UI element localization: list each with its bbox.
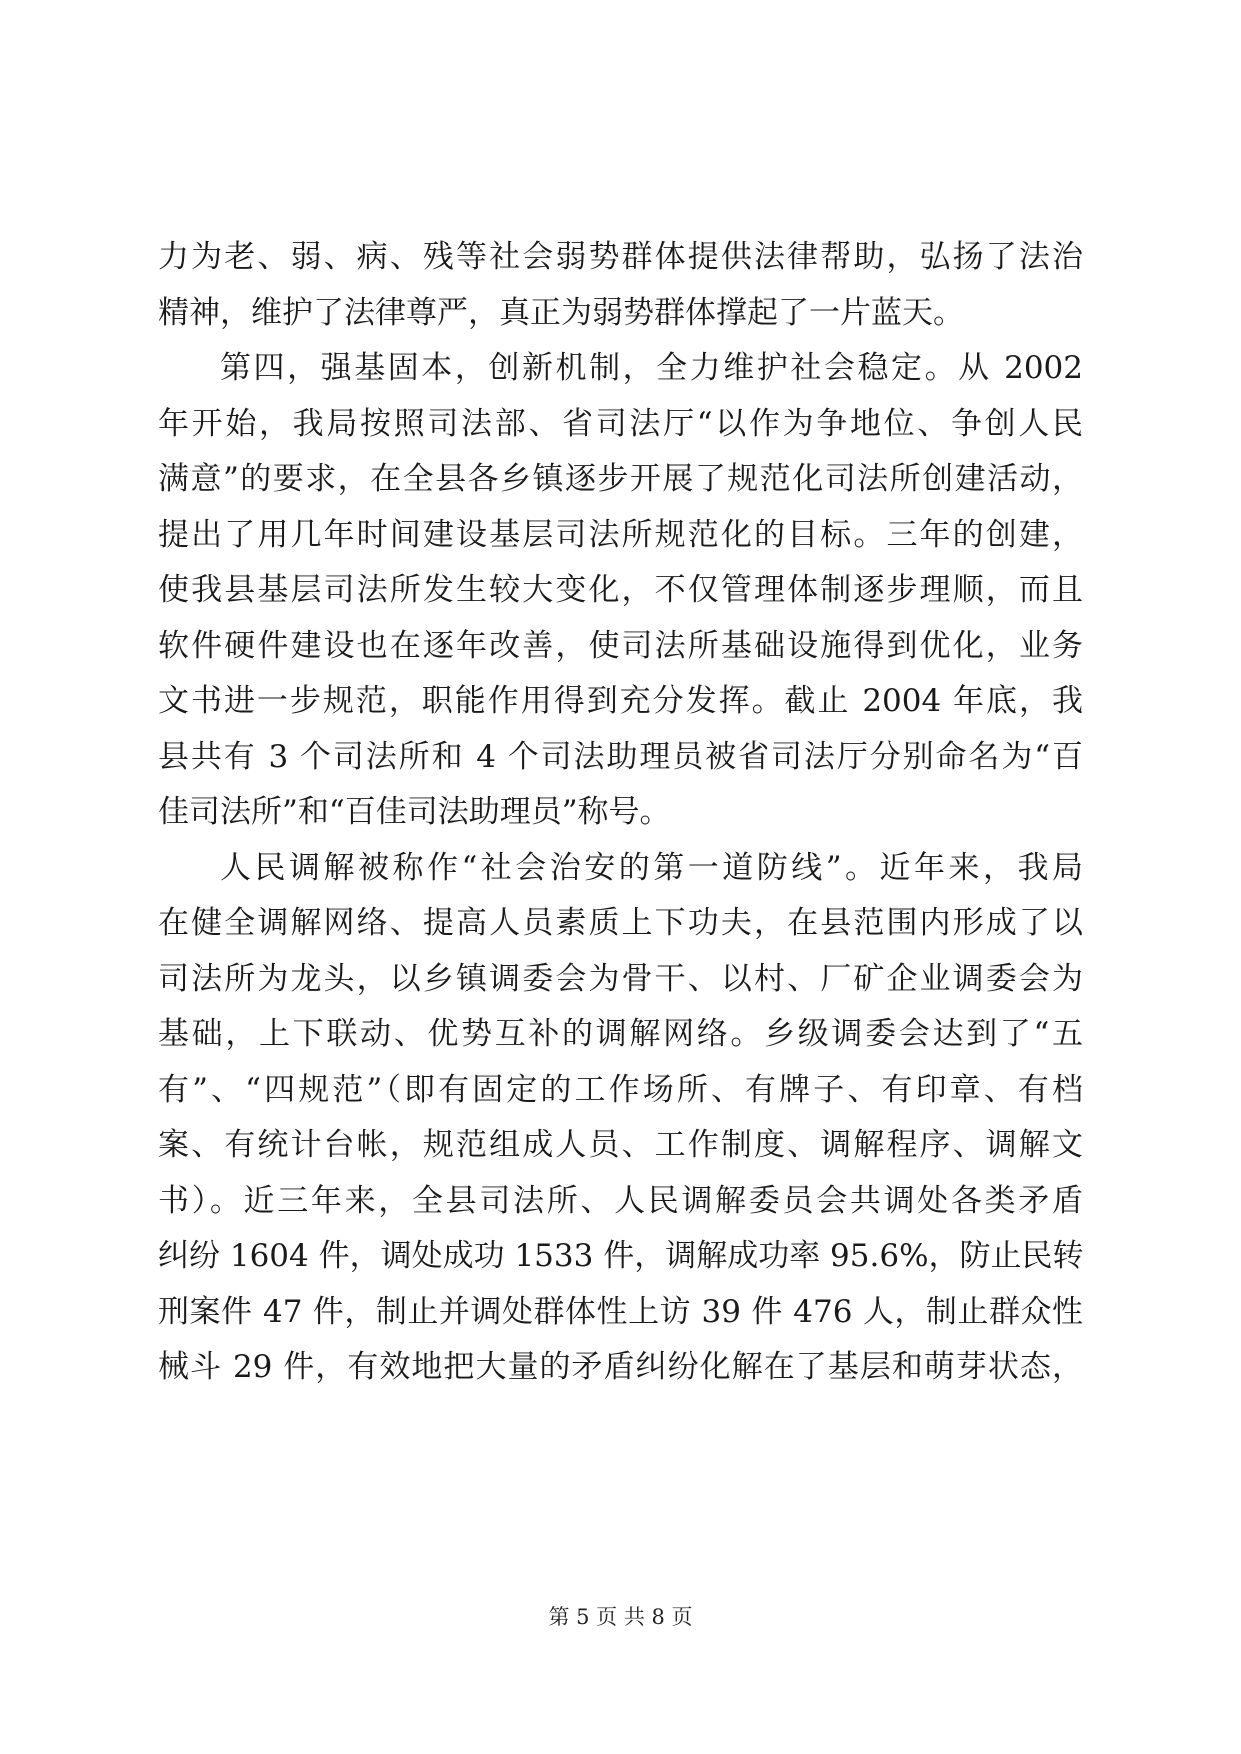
text-line: 人民调解被称作“社会治安的第一道防线”。近年来，我局 (220, 849, 1083, 886)
text-line: 年开始，我局按照司法部、省司法厅“以作为争地位、争创人民 (158, 405, 1083, 442)
text-line: 力为老、弱、病、残等社会弱势群体提供法律帮助，弘扬了法治 (158, 239, 1083, 275)
paragraph-continued (158, 230, 1083, 341)
text-line: 第四，强基固本，创新机制，全力维护社会稳定。从 2002 (220, 350, 1083, 386)
text-line: 提出了用几年时间建设基层司法所规范化的目标。三年的创建， (158, 516, 1083, 553)
text-line: 软件硬件建设也在逐年改善，使司法所基础设施得到优化，业务 (158, 627, 1083, 664)
text-line: 有”、“四规范”（即有固定的工作场所、有牌子、有印章、有档 (158, 1071, 1083, 1108)
text-line: 佳司法所”和“百佳司法助理员”称号。 (158, 794, 671, 830)
text-line: 县共有 3 个司法所和 4 个司法助理员被省司法厅分别命名为“百 (158, 738, 1083, 775)
text-line: 使我县基层司法所发生较大变化，不仅管理体制逐步理顺，而且 (158, 572, 1083, 608)
text-line: 在健全调解网络、提高人员素质上下功夫，在县范围内形成了以 (158, 905, 1083, 941)
text-line: 刑案件 47 件，制止并调处群体性上访 39 件 476 人，制止群众性 (158, 1293, 1083, 1330)
text-line: 文书进一步规范，职能作用得到充分发挥。截止 2004 年底，我 (158, 683, 1083, 719)
paragraph-fourth (158, 341, 1083, 841)
text-line: 满意”的要求，在全县各乡镇逐步开展了规范化司法所创建活动， (158, 461, 1083, 497)
text-line: 基础，上下联动、优势互补的调解网络。乡级调委会达到了“五 (158, 1016, 1083, 1052)
paragraph-mediation (158, 841, 1083, 1396)
text-line: 械斗 29 件，有效地把大量的矛盾纠纷化解在了基层和萌芽状态， (158, 1349, 1083, 1385)
text-line: 精神，维护了法律尊严，真正为弱势群体撑起了一片蓝天。 (158, 294, 964, 331)
text-line: 案、有统计台帐，规范组成人员、工作制度、调解程序、调解文 (158, 1127, 1083, 1163)
text-line: 司法所为龙头，以乡镇调委会为骨干、以村、厂矿企业调委会为 (158, 960, 1083, 997)
text-line: 纠纷 1604 件，调处成功 1533 件，调解成功率 95.6%，防止民转 (158, 1238, 1084, 1274)
text-line: 书）。近三年来，全县司法所、人民调解委员会共调处各类矛盾 (158, 1182, 1083, 1219)
page-footer: 第 5 页 共 8 页 (548, 1605, 693, 1629)
document-body (158, 230, 1083, 1396)
